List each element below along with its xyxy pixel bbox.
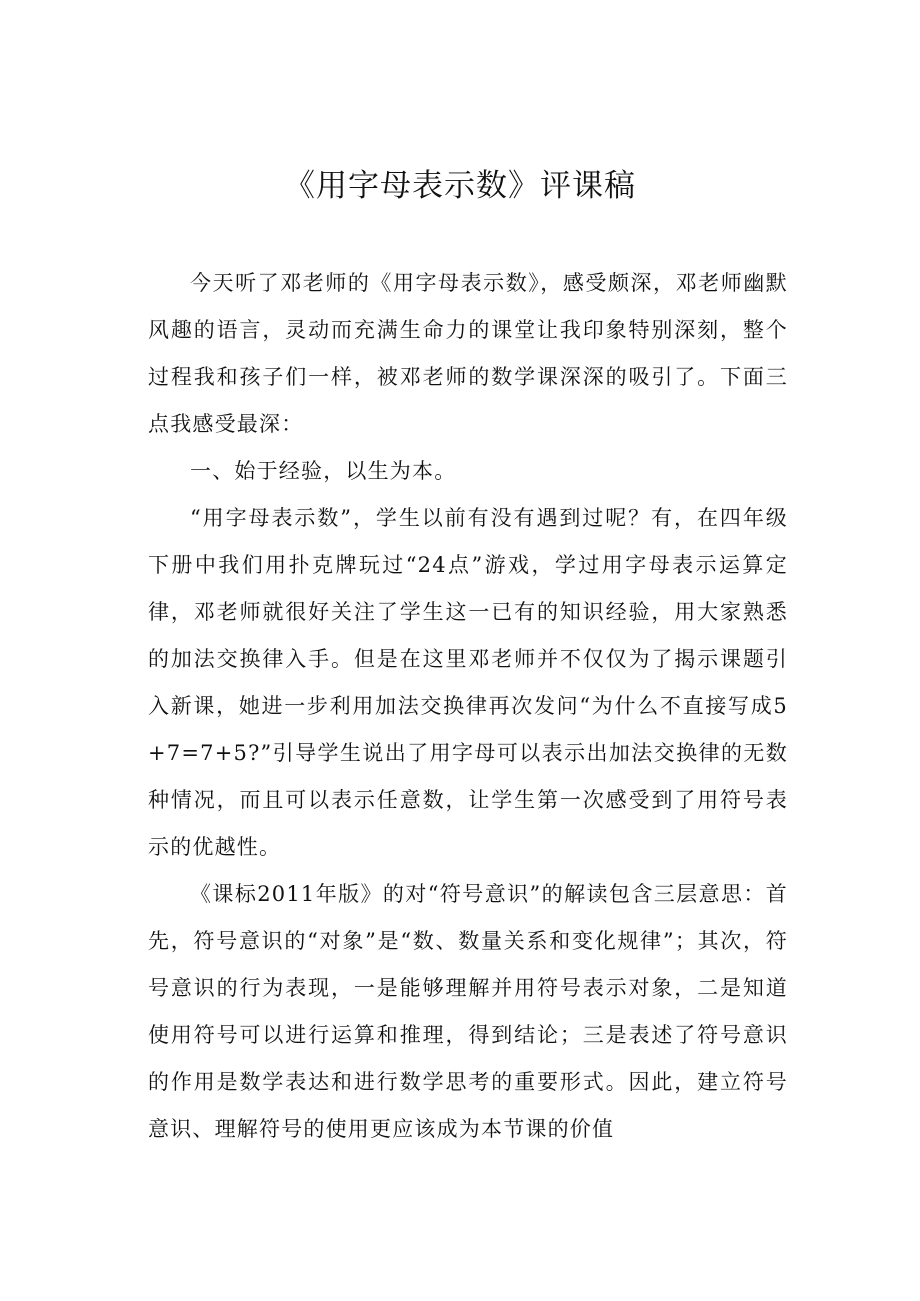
section-heading-1: 一、始于经验，以生为本。 (190, 459, 457, 483)
paragraph-curriculum-standard: 《课标2011年版》的对“符号意识”的解读包含三层意思：首先，符号意识的“对象”是“数、数量关系和变化规律”；其次，符号意识的行为表现，一是能够理解并用符号表示对象，二是知道使用符号可以进行运算和推理，得到结论；三是表述了符号意识的作用是数学表达和进行数学思考的重要形式。因此，建立符号意识、理解符号的使用更应该成为本节课的价值 (148, 882, 788, 1141)
paragraph-experience: “用字母表示数”，学生以前有没有遇到过呢？有，在四年级下册中我们用扑克牌玩过“24点”游戏，学过用字母表示运算定律，邓老师就很好关注了学生这一已有的知识经验，用大家熟悉的加法交换律入手。但是在这里邓老师并不仅仅为了揭示课题引入新课，她进一步利用加法交换律再次发问“为什么不直接写成5+7=7+5?”引导学生说出了用字母可以表示出加法交换律的无数种情况，而且可以表示任意数，让学生第一次感受到了用符号表示的优越性。 (148, 506, 788, 859)
document-title: 《用字母表示数》评课稿 (284, 168, 636, 204)
paragraph-intro: 今天听了邓老师的《用字母表示数》，感受颇深，邓老师幽默风趣的语言，灵动而充满生命力的课堂让我印象特别深刻，整个过程我和孩子们一样，被邓老师的数学课深深的吸引了。下面三点我感受最深： (148, 271, 788, 436)
document-body (148, 260, 788, 1153)
